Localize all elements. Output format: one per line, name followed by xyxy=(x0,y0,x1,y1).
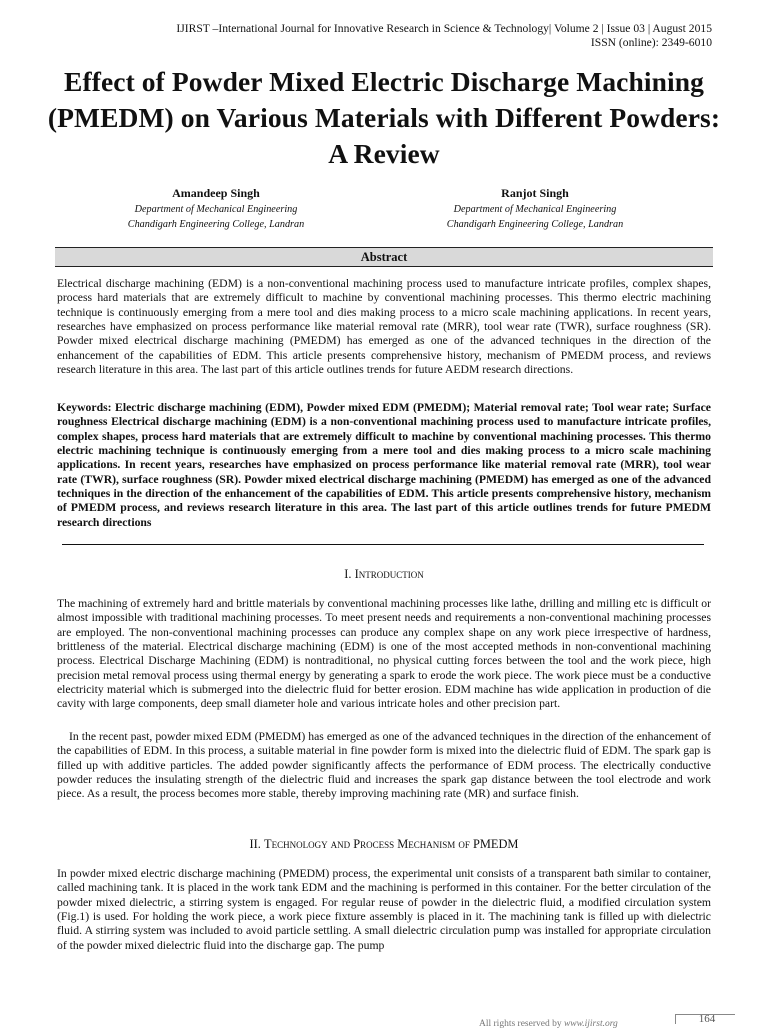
technology-paragraph-1: In powder mixed electric discharge machining (PMEDM) process, the experimental unit consists of a transparent bath similar to container, called machining tank. It is placed in the work tank EDM and the machining is performed in this container. For the better circulation of the powder mixed dielectric, a stirring system is engaged. For regular reuse of powder in the dielectric fluid, a modified circulation system (Fig.1) is used. For holding the work piece, a work piece fixture assembly is placed in it. The machining tank is filled up with dielectric fluid. A stirring system was included to avoid particle settling. A small dielectric circulation pump was installed for appropriate circulation of the powder mixed dielectric fluid into the discharge gap. The pump xyxy=(57,867,711,952)
author-college: Chandigarh Engineering College, Landran xyxy=(446,218,624,230)
journal-header xyxy=(100,22,712,50)
journal-line: IJIRST –International Journal for Innovative Research in Science & Technology| Volume 2 | Issue 03 | August 2015 xyxy=(176,22,712,35)
intro-paragraph-1: The machining of extremely hard and brittle materials by conventional machining processes like lathe, drilling and milling etc is difficult or almost impossible with traditional machining processes. To meet present needs and requirements a non-conventional machining processes are employed. The non-conventional machining processes can produce any complex shape on any work piece irrespective of hardness, brittleness of the material. Electrical discharge machining (EDM) is one of the most accepted methods in non-conventional machining process. Electrical Discharge Machining (EDM) is nontraditional, no physical cutting forces between the tool and the work piece, high precision metal removal process using thermal energy by generating a spark to erode the work piece. The work piece must be a conductive electricity material which is submerged into the dielectric fluid for better erosion. EDM machine has wide application in production of die cavity with large components, deep small diameter hole and various intricate holes and other precision part. xyxy=(57,597,711,711)
footer-rights xyxy=(479,1018,618,1030)
abstract-text: Electrical discharge machining (EDM) is a non-conventional machining process used to manufacture intricate profiles, complex shapes, process hard materials that are extremely difficult to machine by conventional machining processes. This thermo electric machining technique is continuously emerging from a mere tool and dies making process to a micro scale machining applications. In recent years, researches have emphasized on process performance like material removal rate (MRR), tool wear rate (TWR), surface roughness (SR). Powder mixed electrical discharge machining (PMEDM) has emerged as one of the advanced techniques in the direction of the enhancement of the capabilities of EDM. This article presents comprehensive history, mechanism of PMEDM process, and reviews research literature in this area. The last part of this article outlines trends for future AEDM research directions. xyxy=(57,277,711,377)
section-divider xyxy=(62,544,704,545)
author-college: Chandigarh Engineering College, Landran xyxy=(127,218,305,230)
section-number: II. xyxy=(249,837,261,851)
paper-title: Effect of Powder Mixed Electric Discharge Machining (PMEDM) on Various Materials with Different Powders: A Review xyxy=(47,66,721,169)
author-name: Ranjot Singh xyxy=(501,186,569,200)
footer-website-link[interactable]: www.ijirst.org xyxy=(563,1019,618,1029)
author-department: Department of Mechanical Engineering xyxy=(134,204,298,215)
section-number: I. xyxy=(344,567,352,581)
intro-paragraph-2: In the recent past, powder mixed EDM (PMEDM) has emerged as one of the advanced techniques in the direction of the enhancement of the capabilities of EDM. In this process, a suitable material in fine powder form is mixed into the dielectric fluid of EDM. The spark gap is filled up with additive particles. The added powder significantly affects the performance of EDM process. The electrically conductive powder reduces the insulating strength of the dielectric fluid and increases the spark gap distance between the tool electrode and work piece. As a result, the process becomes more stable, thereby improving machining rate (MR) and surface finish. xyxy=(57,730,711,801)
author-name: Amandeep Singh xyxy=(172,186,260,200)
section-title: Technology and Process Mechanism of PMEDM xyxy=(264,837,519,851)
section-title: Introduction xyxy=(354,567,424,581)
footer-rights-text: All rights reserved by xyxy=(479,1019,562,1029)
author-department: Department of Mechanical Engineering xyxy=(453,204,617,215)
section-heading-introduction xyxy=(57,566,711,582)
section-heading-technology xyxy=(57,836,711,852)
author-block-2 xyxy=(385,186,685,232)
abstract-heading: Abstract xyxy=(55,247,713,267)
page-number: 164 xyxy=(698,1013,716,1025)
keywords-text: Keywords: Electric discharge machining (EDM), Powder mixed EDM (PMEDM); Material removal rate; Tool wear rate; Surface roughness Electrical discharge machining (EDM) is a non-conventional machining process used to manufacture intricate profiles, complex shapes, process hard materials that are extremely difficult to machine by conventional machining processes. This thermo electric machining technique is continuously emerging from a mere tool and dies making process to a micro scale machining applications. In recent years, researches have emphasized on process performance like material removal rate (MRR), tool wear rate (TWR), surface roughness (SR). Powder mixed electrical discharge machining (PMEDM) has emerged as one of the advanced techniques in the direction of the enhancement of the capabilities of EDM. This article presents comprehensive history, mechanism of PMEDM process, and reviews research literature in this area. The last part of this article outlines trends for future PMEDM research directions xyxy=(57,401,711,529)
author-block-1 xyxy=(66,186,366,232)
issn-line: ISSN (online): 2349-6010 xyxy=(590,36,712,49)
